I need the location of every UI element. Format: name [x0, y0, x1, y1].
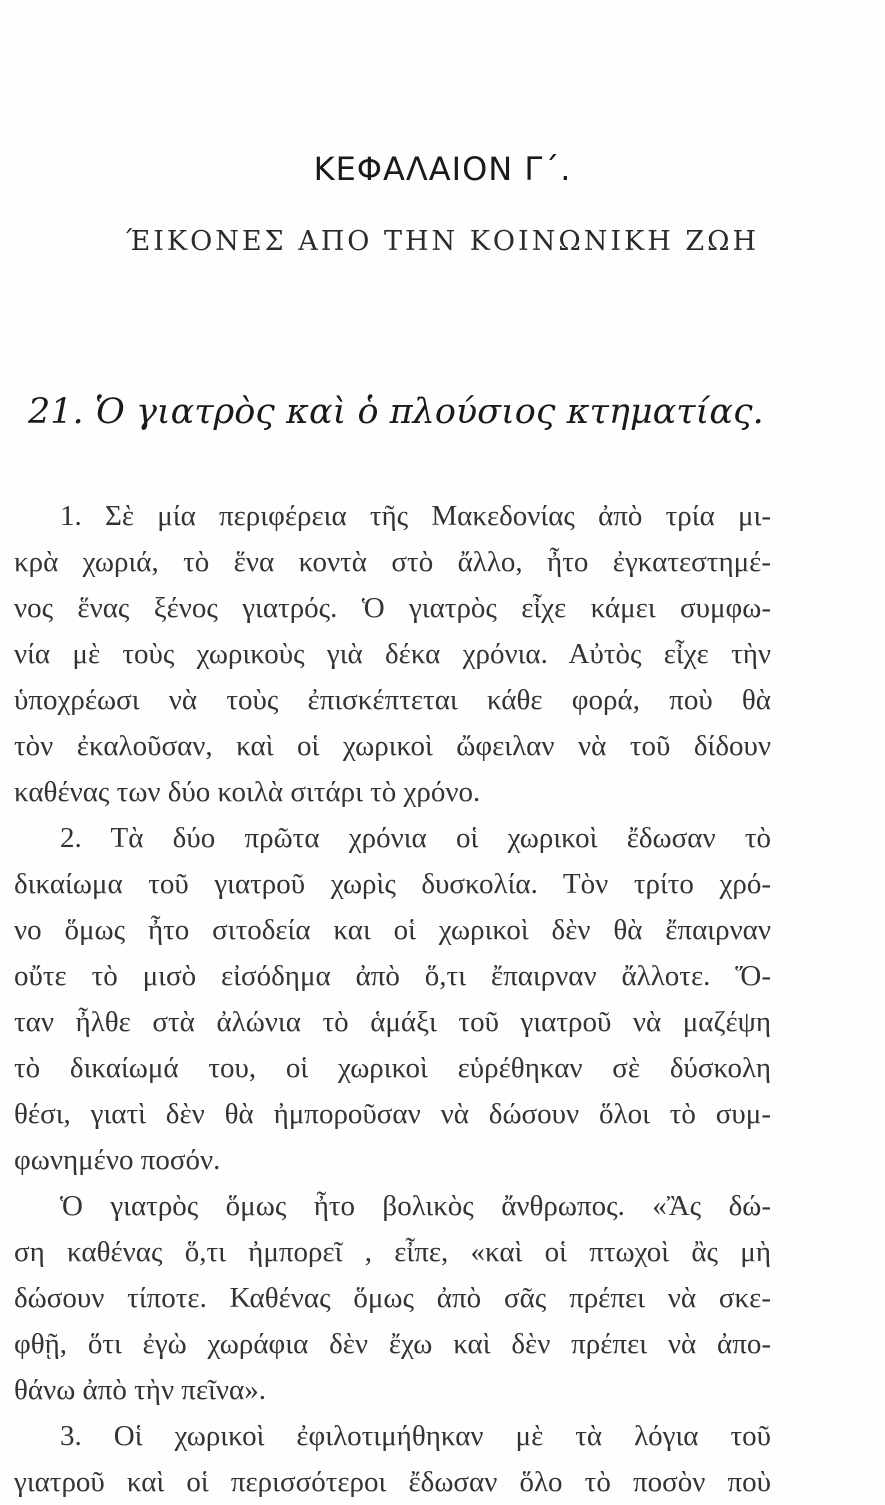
body-text: [14, 493, 771, 1505]
text-line: γιατροῦ καὶ οἱ περισσότεροι ἔδωσαν ὅλο τὸ ποσὸν ποὺ: [14, 1466, 771, 1498]
section-heading: ΈΙΚΟΝΕΣ ΑΠΟ ΤΗΝ ΚΟΙΝΩΝΙΚΗ ΖΩΗ: [125, 226, 760, 257]
story-title: 21. Ὁ γιατρὸς καὶ ὁ πλούσιος κτηματίας.: [28, 392, 764, 432]
text-line: καθένας των δύο κοιλὰ σιτάρι τὸ χρόνο.: [14, 776, 481, 808]
text-line: τὸ δικαίωμά του, οἱ χωρικοὶ εὑρέθηκαν σὲ δύσκολη: [14, 1052, 771, 1084]
text-line: θάνω ἀπὸ τὴν πεῖνα».: [14, 1374, 266, 1406]
text-line: ση καθένας ὅ,τι ἠμπορεῖ , εἶπε, «καὶ οἱ πτωχοὶ ἂς μὴ: [14, 1236, 771, 1268]
text-line: οὔτε τὸ μισὸ εἰσόδημα ἀπὸ ὅ,τι ἔπαιρναν ἄλλοτε. Ὅ-: [14, 960, 771, 992]
chapter-heading: ΚΕΦΑΛΑΙΟΝ Γ΄.: [313, 150, 572, 188]
text-line: δικαίωμα τοῦ γιατροῦ χωρὶς δυσκολία. Τὸν τρίτο χρό-: [14, 868, 771, 900]
text-line: Ὁ γιατρὸς ὅμως ἦτο βολικὸς ἄνθρωπος. «Ἂς δώ-: [60, 1190, 771, 1222]
text-line: νος ἕνας ξένος γιατρός. Ὁ γιατρὸς εἶχε κάμει συμφω-: [14, 592, 771, 624]
text-line: φωνημένο ποσόν.: [14, 1144, 221, 1176]
text-line: 2. Τὰ δύο πρῶτα χρόνια οἱ χωρικοὶ ἔδωσαν τὸ: [60, 822, 771, 854]
text-line: θέσι, γιατὶ δὲν θὰ ἠμποροῦσαν νὰ δώσουν ὅλοι τὸ συμ-: [14, 1098, 771, 1130]
text-line: φθῇ, ὅτι ἐγὼ χωράφια δὲν ἔχω καὶ δὲν πρέπει νὰ ἀπο-: [14, 1328, 771, 1360]
text-line: κρὰ χωριά, τὸ ἕνα κοντὰ στὸ ἄλλο, ἦτο ἐγκατεστημέ-: [14, 546, 771, 578]
text-line: νο ὅμως ἦτο σιτοδεία και οἱ χωρικοὶ δὲν θὰ ἔπαιρναν: [14, 914, 771, 946]
text-line: τὸν ἐκαλοῦσαν, καὶ οἱ χωρικοὶ ὤφειλαν νὰ τοῦ δίδουν: [14, 730, 771, 762]
text-line: νία μὲ τοὺς χωρικοὺς γιὰ δέκα χρόνια. Αὐτὸς εἶχε τὴν: [14, 638, 771, 670]
text-line: 3. Οἱ χωρικοὶ ἐφιλοτιμήθηκαν μὲ τὰ λόγια τοῦ: [60, 1420, 771, 1452]
text-line: ὑποχρέωσι νὰ τοὺς ἐπισκέπτεται κάθε φορά, ποὺ θὰ: [14, 684, 771, 716]
text-line: δώσουν τίποτε. Καθένας ὅμως ἀπὸ σᾶς πρέπει νὰ σκε-: [14, 1282, 771, 1314]
text-line: 1. Σὲ μία περιφέρεια τῆς Μακεδονίας ἀπὸ τρία μι-: [60, 500, 771, 532]
text-line: ταν ἦλθε στὰ ἀλώνια τὸ ἁμάξι τοῦ γιατροῦ νὰ μαζέψη: [14, 1006, 771, 1038]
